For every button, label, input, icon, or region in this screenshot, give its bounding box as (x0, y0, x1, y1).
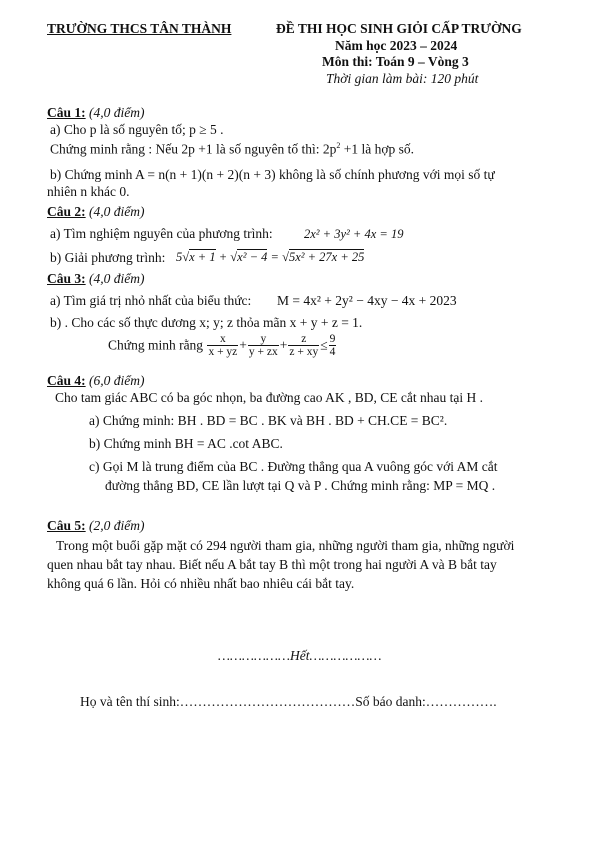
q2-b-rad2: x² − 4 (237, 250, 268, 264)
q1-b-line1: b) Chứng minh A = n(n + 1)(n + 2)(n + 3) không là số chính phương với mọi số tự (50, 167, 495, 182)
q4-a: a) Chứng minh: BH . BD = BC . BK và BH . BD + CH.CE = BC². (89, 413, 448, 428)
q1-a2-pre: Chứng minh rằng : Nếu 2p +1 là số nguyên tố thì: 2p (50, 141, 337, 157)
question-4-heading (47, 373, 145, 389)
subject: Môn thi: Toán 9 – Vòng 3 (322, 54, 469, 69)
question-3-heading (47, 271, 145, 287)
time-limit: Thời gian làm bài: 120 phút (326, 71, 479, 86)
q2-a-equation: 2x² + 3y² + 4x = 19 (304, 227, 404, 241)
q5-line3: không quá 6 lần. Hỏi có nhiều nhất bao nhiêu cái bắt tay. (47, 576, 355, 591)
exam-title: ĐỀ THI HỌC SINH GIỎI CẤP TRƯỜNG (276, 21, 522, 36)
question-5-heading (47, 518, 145, 534)
question-1-heading (47, 105, 145, 121)
q3-a-text: a) Tìm giá trị nhỏ nhất của biểu thức: (50, 293, 252, 308)
q5-line1: Trong một buổi gặp mặt có 294 người tham gia, những người tham gia, những người (56, 538, 515, 553)
question-3-label: Câu 3: (47, 271, 86, 286)
q1-a-line1: a) Cho p là số nguyên tố; p ≥ 5 . (50, 122, 224, 137)
q4-b: b) Chứng minh BH = AC .cot ABC. (89, 436, 283, 451)
q3-b-text: b) . Cho các số thực dương x; y; z thỏa mãn x + y + z = 1. (50, 315, 363, 330)
question-4-points: (6,0 điểm) (85, 373, 145, 388)
question-2-label: Câu 2: (47, 204, 86, 219)
q1-a-line2 (50, 141, 414, 158)
question-1-points: (4,0 điểm) (85, 105, 145, 120)
q2-a-text: a) Tìm nghiệm nguyên của phương trình: (50, 226, 273, 241)
question-5-label: Câu 5: (47, 518, 86, 533)
question-2-points: (4,0 điểm) (85, 204, 145, 219)
question-2-heading (47, 204, 145, 220)
q3-fraction-2: $\frac{y}{y + zx}$ (248, 333, 278, 358)
q3-fraction-4: $\frac{9}{4}$ (329, 333, 336, 358)
question-4-label: Câu 4: (47, 373, 86, 388)
q2-b-equation: 5√x + 1 + √x² − 4 = √5x² + 27x + 25 (176, 250, 365, 264)
q3-fraction-3: $\frac{z}{z + xy}$ (289, 333, 319, 358)
q2-b-coef: 5 (176, 250, 183, 264)
school-name: TRƯỜNG THCS TÂN THÀNH (47, 21, 232, 36)
q2-b-rad1: x + 1 (189, 250, 216, 264)
q3-fraction-1: $\frac{x}{x + yz}$ (208, 333, 238, 358)
q3-b-prove-label: Chứng minh rằng (108, 337, 204, 353)
q2-b-rad3: 5x² + 27x + 25 (288, 250, 365, 264)
q1-a2-sup: 2 (336, 141, 341, 150)
question-1-label: Câu 1: (47, 105, 86, 120)
q2-b-text: b) Giải phương trình: (50, 250, 166, 265)
end-marker: ………………Hết……………… (218, 648, 382, 663)
q3-b-inequality: Chứng minh rằng $\frac{x}{x + yz}$ + $\frac{y}{y + zx}$ + $\frac{z}{z + xy}$ ≤ $\frac{9}{4}$ (108, 333, 336, 358)
q5-line2: quen nhau bắt tay nhau. Biết nếu A bắt tay B thì một trong hai người A và B bắt tay (47, 557, 497, 572)
candidate-info-line: Họ và tên thí sinh:…………………………………Số báo danh:……………. (80, 694, 497, 709)
q1-a2-post: +1 là hợp số. (340, 141, 415, 157)
question-5-points: (2,0 điểm) (85, 518, 145, 533)
q1-b-line2: nhiên n khác 0. (47, 184, 130, 199)
school-year: Năm học 2023 – 2024 (335, 38, 458, 53)
q3-a-equation: M = 4x² + 2y² − 4xy − 4x + 2023 (277, 293, 457, 308)
q4-intro: Cho tam giác ABC có ba góc nhọn, ba đường cao AK , BD, CE cắt nhau tại H . (55, 390, 484, 405)
q4-c-line2: đường thẳng BD, CE lần lượt tại Q và P . Chứng minh rằng: MP = MQ . (105, 478, 496, 493)
q4-c-line1: c) Gọi M là trung điểm của BC . Đường thẳng qua A vuông góc với AM cắt (89, 459, 498, 474)
question-3-points: (4,0 điểm) (85, 271, 145, 286)
